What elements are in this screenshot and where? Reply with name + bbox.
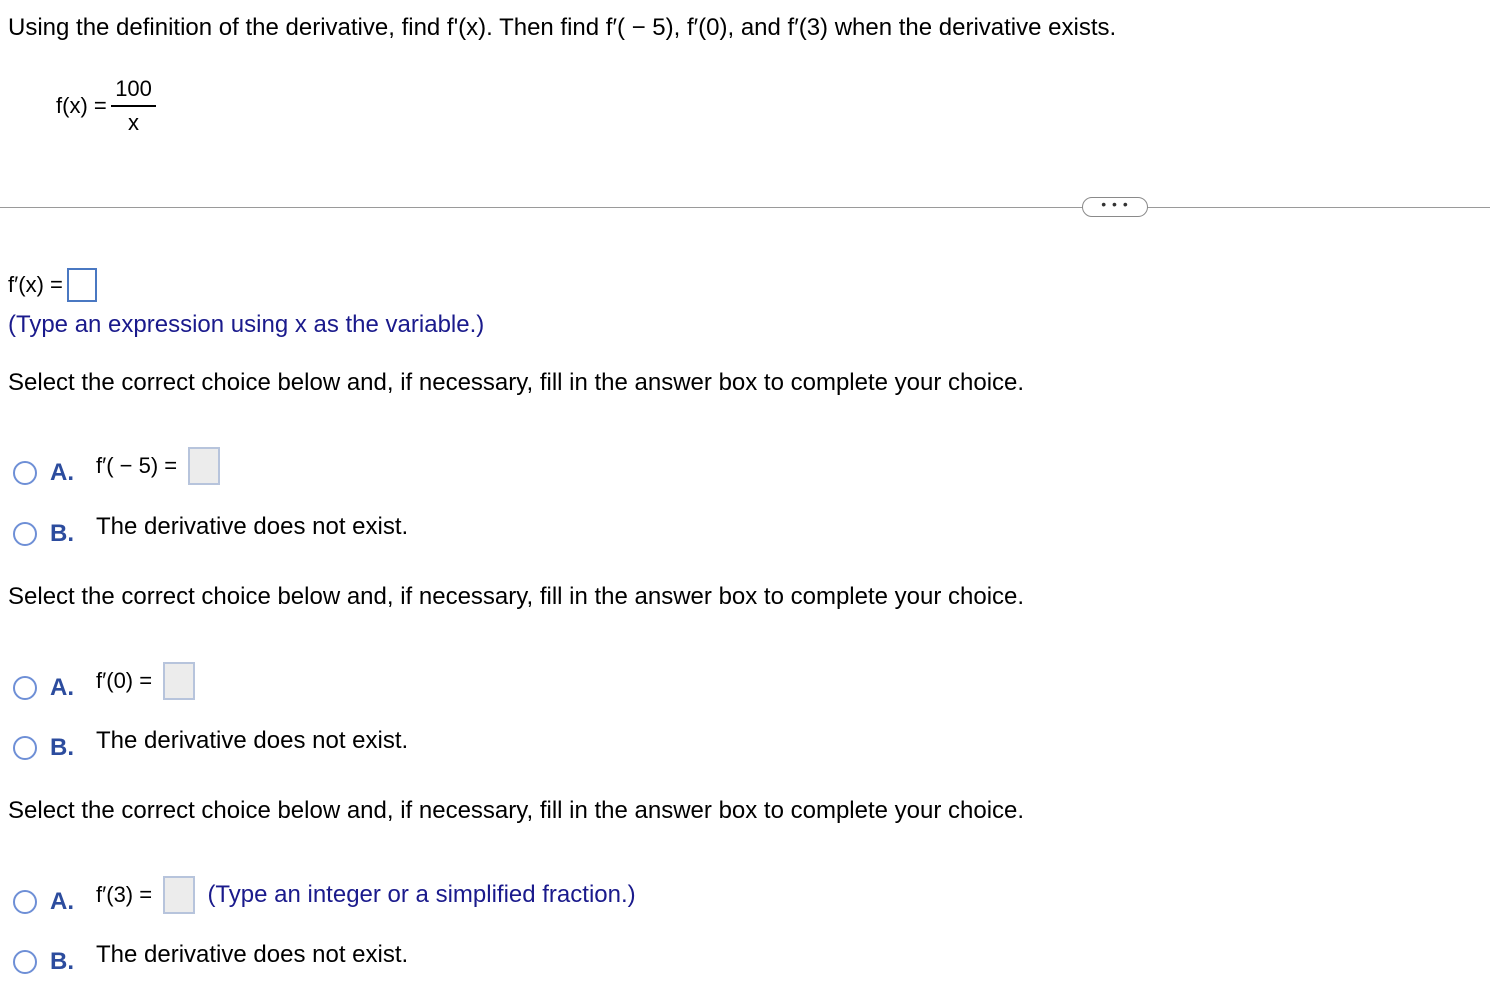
function-fraction xyxy=(111,76,156,136)
part3-option-b-text: The derivative does not exist. xyxy=(96,727,409,754)
part4-option-a-letter: A. xyxy=(50,888,74,915)
fraction-bar xyxy=(111,105,156,107)
fraction-denominator: x xyxy=(128,110,140,135)
part4-option-b-radio[interactable] xyxy=(13,950,37,974)
part2-answer-input[interactable] xyxy=(188,447,220,485)
part4-option-a-label: f′(3) = xyxy=(96,882,153,907)
derivative-label: f′(x) = xyxy=(8,272,63,297)
part3-option-b-letter: B. xyxy=(50,734,74,761)
part3-option-a xyxy=(96,662,195,700)
function-lhs: f(x) = xyxy=(56,93,107,118)
derivative-hint: (Type an expression using x as the variable.) xyxy=(8,311,485,338)
part4-option-a-radio[interactable] xyxy=(13,890,37,914)
part2-option-b-text: The derivative does not exist. xyxy=(96,513,409,540)
more-options-button[interactable]: • • • xyxy=(1082,197,1148,217)
fraction-numerator: 100 xyxy=(115,76,152,101)
part2-option-b-radio[interactable] xyxy=(13,522,37,546)
derivative-answer-input[interactable] xyxy=(67,268,97,302)
part4-option-b-letter: B. xyxy=(50,948,74,975)
part2-option-a xyxy=(96,447,220,485)
part3-instruction: Select the correct choice below and, if necessary, fill in the answer box to complete your choice. xyxy=(8,583,1025,610)
part4-option-b-text: The derivative does not exist. xyxy=(96,941,409,968)
part2-option-b-letter: B. xyxy=(50,520,74,547)
part4-answer-input[interactable] xyxy=(163,876,195,914)
part2-option-a-radio[interactable] xyxy=(13,461,37,485)
part3-option-b-radio[interactable] xyxy=(13,736,37,760)
part4-instruction: Select the correct choice below and, if necessary, fill in the answer box to complete your choice. xyxy=(8,797,1025,824)
part2-instruction: Select the correct choice below and, if necessary, fill in the answer box to complete your choice. xyxy=(8,369,1025,396)
part4-option-a xyxy=(96,876,636,914)
part2-option-a-label: f′( − 5) = xyxy=(96,453,178,478)
question-prompt: Using the definition of the derivative, find f'(x). Then find f′( − 5), f′(0), and f′(3) when the derivative exists. xyxy=(8,14,1117,41)
part3-option-a-label: f′(0) = xyxy=(96,668,153,693)
derivative-answer-row xyxy=(8,268,97,302)
part3-option-a-letter: A. xyxy=(50,674,74,701)
part3-option-a-radio[interactable] xyxy=(13,676,37,700)
part2-option-a-letter: A. xyxy=(50,459,74,486)
part4-option-a-hint: (Type an integer or a simplified fraction.) xyxy=(207,881,636,908)
part3-answer-input[interactable] xyxy=(163,662,195,700)
section-divider xyxy=(0,207,1490,208)
function-definition xyxy=(56,76,156,136)
